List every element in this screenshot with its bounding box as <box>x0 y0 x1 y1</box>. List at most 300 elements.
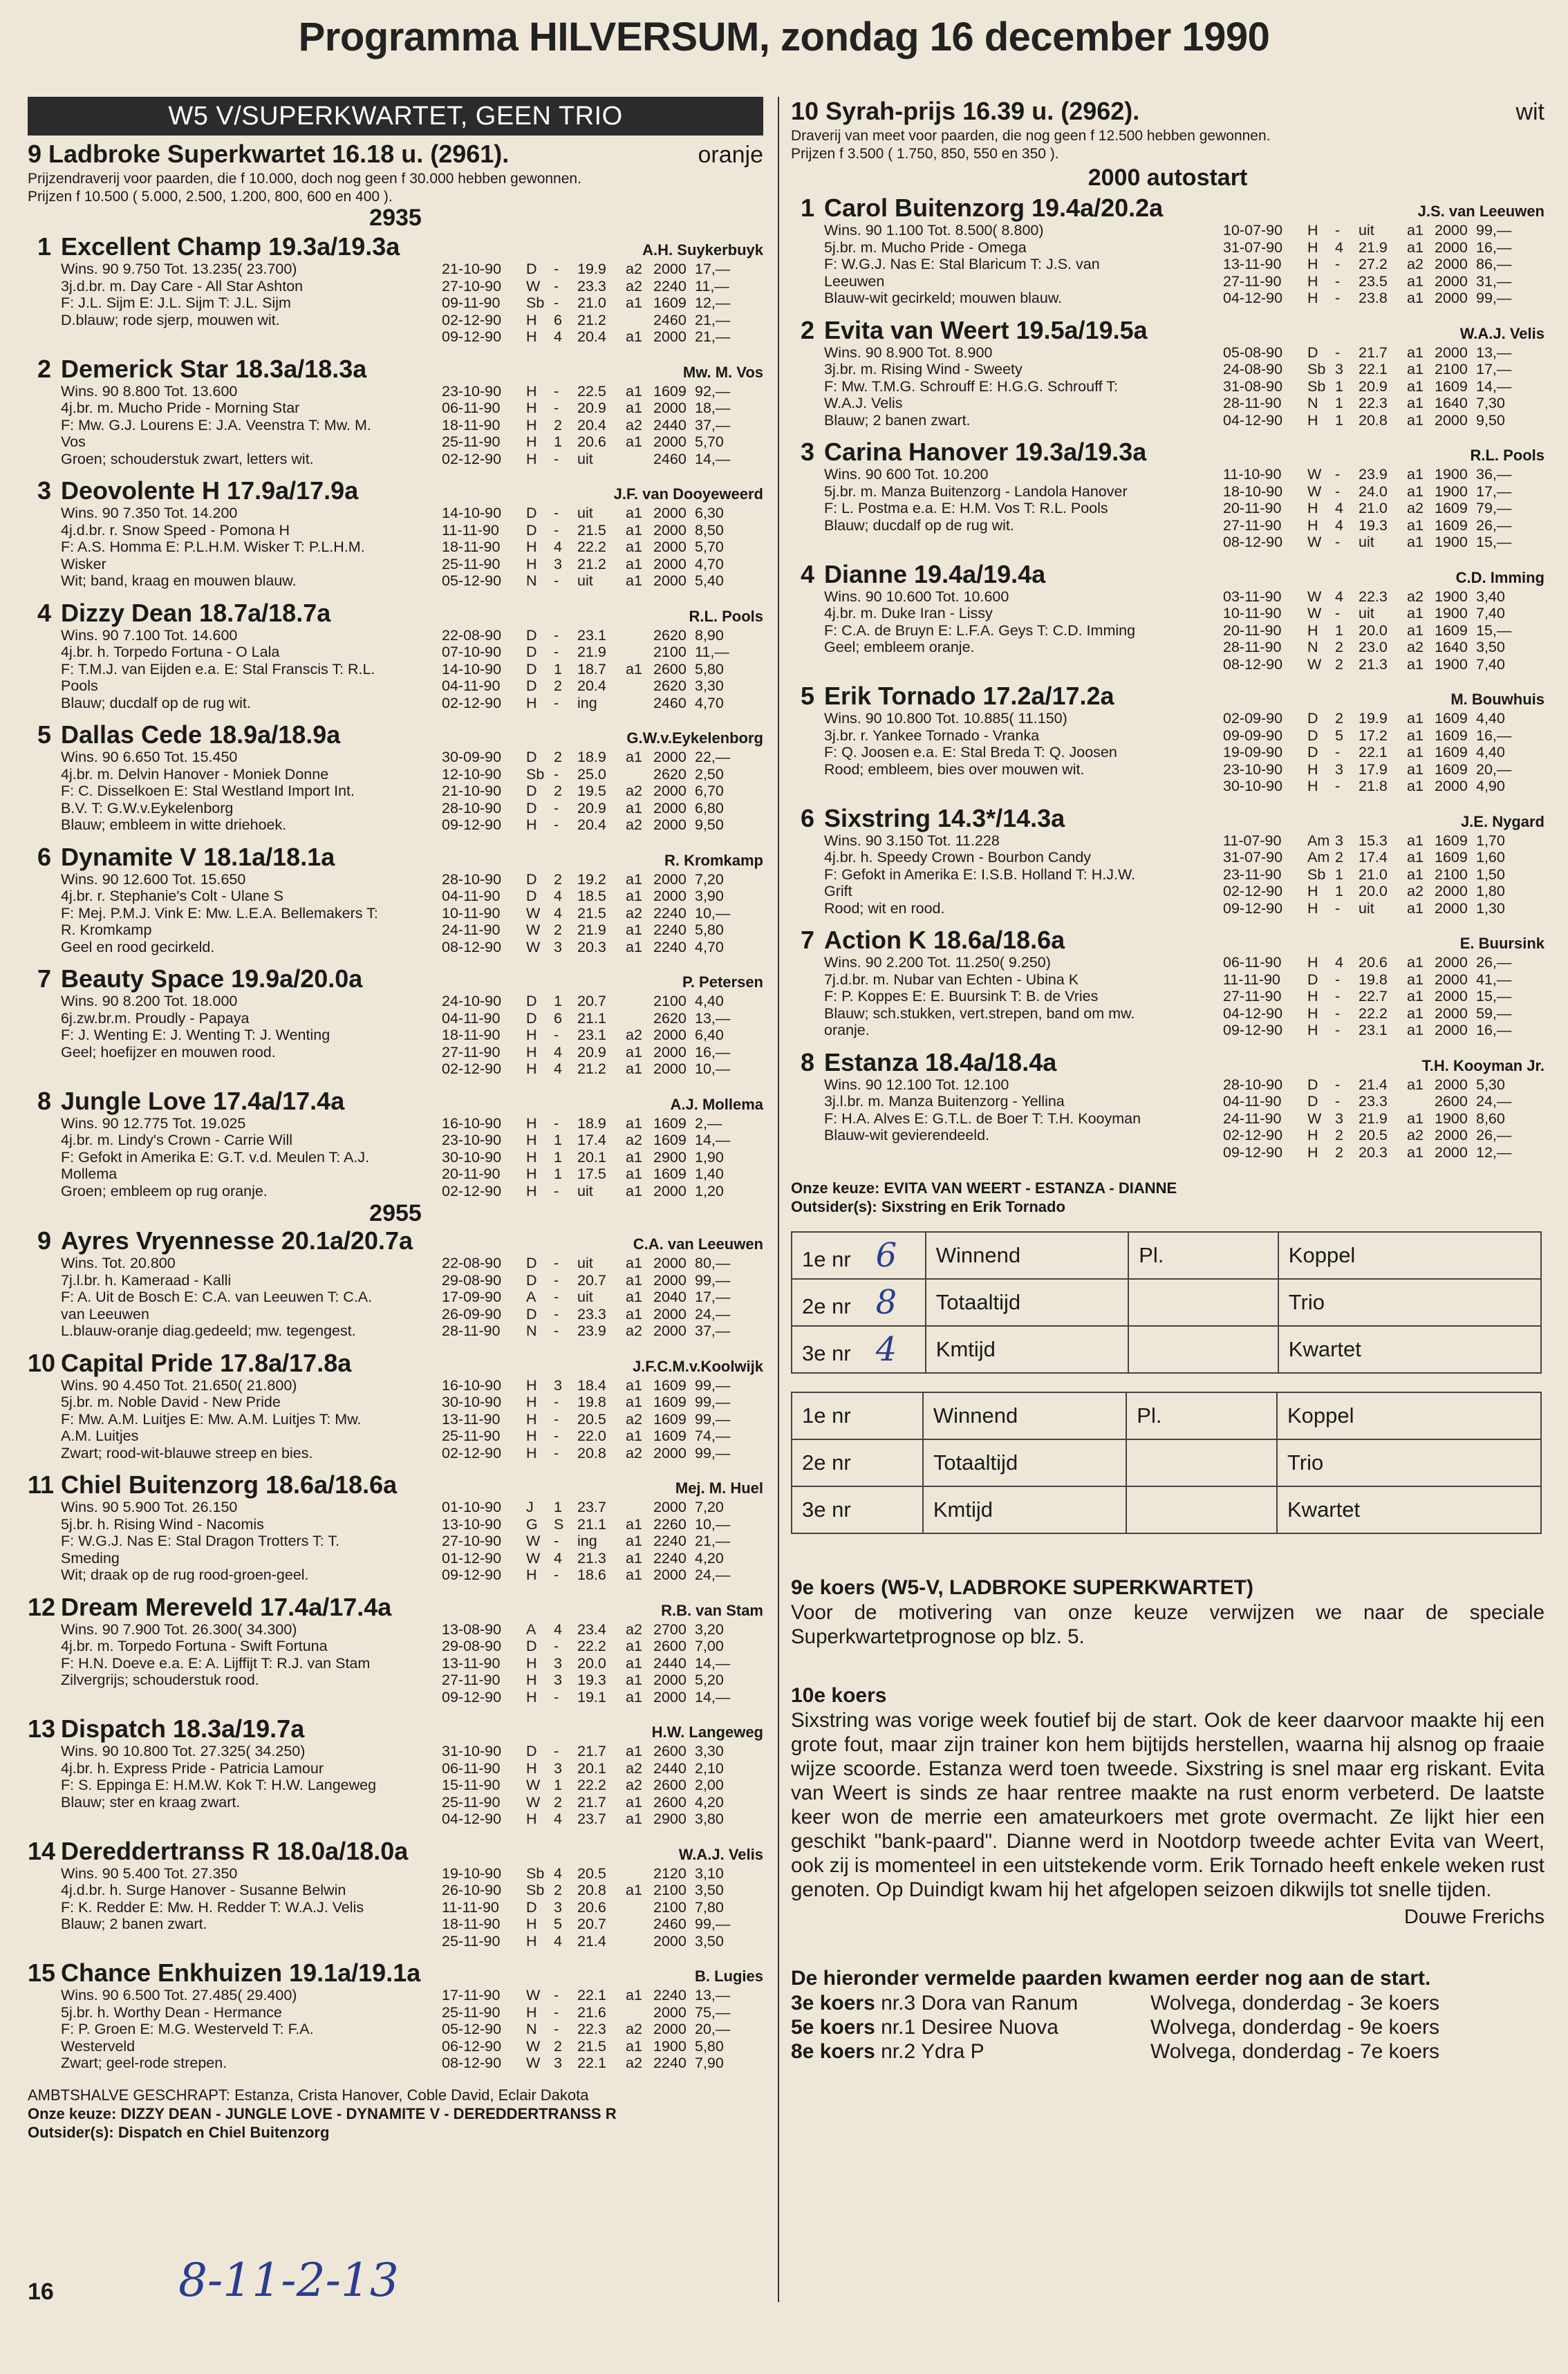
form-cell: - <box>554 1289 559 1305</box>
bet-type[interactable] <box>923 1439 1126 1486</box>
form-cell: - <box>554 1428 559 1444</box>
form-cell: D <box>1307 344 1318 361</box>
horse-trainer: A.H. Suykerbuyk <box>642 241 763 259</box>
horse-title: Deovolente H 17.9a/17.9a <box>61 476 359 505</box>
outsider-label: Outsider(s): <box>791 1198 877 1215</box>
form-row <box>442 505 763 522</box>
form-cell: a1 <box>1407 760 1424 778</box>
earlier-start-horse-name: nr.2 Ydra P <box>881 2040 984 2063</box>
horse-info-line: Groen; embleem op rug oranje. <box>61 1182 268 1199</box>
form-cell: 23.7 <box>577 1499 606 1515</box>
form-cell: 1,30 <box>1476 899 1505 917</box>
form-cell: 13-11-90 <box>442 1654 501 1672</box>
horse-number: 6 <box>37 842 51 871</box>
horse-number: 13 <box>28 1714 56 1743</box>
form-cell: 2240 <box>653 277 687 295</box>
form-cell: Sb <box>526 765 545 783</box>
form-cell: - <box>554 1394 559 1410</box>
bet-combo[interactable] <box>1278 1326 1541 1373</box>
form-cell: H <box>526 433 537 450</box>
form-cell: 1609 <box>1435 500 1468 516</box>
horse-info-line: Wins. 90 10.800 Tot. 10.885( 11.150) <box>824 710 1067 727</box>
horse-title: Demerick Star 18.3a/18.3a <box>61 354 367 383</box>
form-cell: 5,80 <box>695 2037 724 2055</box>
horse-entry <box>28 477 763 590</box>
form-cell: 2240 <box>653 2055 687 2071</box>
form-cell: 22.2 <box>577 1777 606 1793</box>
horse-info-line: F: Mw. A.M. Luitjes E: Mw. A.M. Luitjes T: Mw. <box>61 1410 362 1428</box>
form-row <box>442 1516 763 1533</box>
form-cell: 1609 <box>653 1114 687 1132</box>
form-cell: 20.5 <box>1359 1127 1388 1143</box>
form-cell: 8,60 <box>1476 1110 1505 1127</box>
form-cell: 2600 <box>1435 1093 1468 1110</box>
form-cell: 37,— <box>695 416 731 433</box>
form-cell: 2440 <box>653 1759 687 1777</box>
bet-position[interactable] <box>792 1232 926 1279</box>
form-cell: a1 <box>626 1376 642 1394</box>
form-cell: 99,— <box>695 1410 731 1428</box>
form-cell: 3,50 <box>1476 639 1505 655</box>
horse-info-line: Rood; wit en rood. <box>824 899 945 917</box>
race9-text: Voor de motivering van onze keuze verwijzen we naar de speciale Superkwartetprognose op blz. 5. <box>791 1601 1544 1648</box>
race-prizes: Prijzen f 3.500 ( 1.750, 850, 550 en 350 ). <box>791 146 1059 162</box>
form-cell: 20.6 <box>577 1898 606 1916</box>
bet-type[interactable] <box>926 1279 1128 1326</box>
form-cell: 14-10-90 <box>442 660 502 677</box>
horse-title: Jungle Love 17.4a/17.4a <box>61 1086 345 1115</box>
earlier-start-horse-name: nr.1 Desiree Nuova <box>881 2016 1058 2039</box>
horse-number: 7 <box>37 964 51 993</box>
form-cell: 7,40 <box>1476 605 1505 621</box>
bet-position[interactable] <box>792 1392 923 1439</box>
form-cell: 2000 <box>1435 256 1468 272</box>
form-cell: a1 <box>1407 361 1424 377</box>
form-cell: 17,— <box>1476 361 1512 377</box>
form-cell: 4,70 <box>695 555 724 572</box>
form-cell: 30-10-90 <box>1223 778 1283 794</box>
horse-info <box>791 710 1192 795</box>
horse-info-line: Smeding <box>61 1549 120 1567</box>
horse-info <box>28 1621 429 1706</box>
form-cell: 16-10-90 <box>442 1376 502 1394</box>
form-cell: a2 <box>1407 256 1424 272</box>
horse-info-line: 3j.d.br. m. Day Care - All Star Ashton <box>61 277 304 295</box>
form-cell: 2000 <box>1435 1127 1468 1143</box>
form-cell: 11,— <box>695 644 729 660</box>
form-cell: 4,20 <box>695 1793 724 1811</box>
form-cell: 13,— <box>695 1009 731 1027</box>
form-cell: 1,20 <box>695 1182 724 1199</box>
horse-number: 8 <box>37 1086 51 1115</box>
horse-number: 5 <box>37 720 51 749</box>
form-cell: 5 <box>1335 727 1343 744</box>
form-cell: 31-07-90 <box>1223 849 1283 866</box>
form-cell: 2000 <box>653 521 687 539</box>
race-conditions: Prijzendraverij voor paarden, die f 10.000, doch nog geen f 30.000 hebben gewonnen. <box>28 171 581 187</box>
horse-info-line: F: S. Eppinga E: H.M.W. Kok T: H.W. Langeweg <box>61 1777 377 1793</box>
form-cell: 2000 <box>653 505 687 521</box>
form-cell: a1 <box>626 505 642 521</box>
horse-name <box>791 194 1163 222</box>
form-row <box>442 993 763 1010</box>
form-cell: 4 <box>1335 954 1343 971</box>
horse-form <box>442 1499 763 1584</box>
form-cell: - <box>554 505 559 521</box>
form-cell: 41,— <box>1476 971 1512 988</box>
bet-combo[interactable] <box>1277 1439 1541 1486</box>
bet-combo[interactable] <box>1277 1486 1541 1533</box>
bet-position[interactable] <box>792 1439 923 1486</box>
form-row <box>442 1811 763 1828</box>
form-cell: 2 <box>554 416 562 433</box>
form-cell: uit <box>577 1182 593 1199</box>
form-row <box>1223 534 1544 551</box>
form-cell: 27-11-90 <box>1223 272 1282 290</box>
bet-type[interactable] <box>923 1486 1126 1533</box>
form-cell: - <box>1335 534 1341 550</box>
form-cell: 20.3 <box>577 938 606 955</box>
form-cell: 2000 <box>1435 239 1468 256</box>
horse-info <box>28 749 429 834</box>
form-cell: a2 <box>626 1777 642 1793</box>
horse-info-line: Westerveld <box>61 2037 136 2055</box>
form-cell: 04-12-90 <box>442 1811 502 1827</box>
horse-info-line: 7j.l.br. h. Kameraad - Kalli <box>61 1271 232 1289</box>
earlier-start-row <box>791 1991 1544 2015</box>
form-cell: 18.7 <box>577 660 606 677</box>
form-cell: a1 <box>626 1428 642 1444</box>
form-cell: 23-10-90 <box>442 1132 502 1148</box>
form-row <box>1223 412 1544 429</box>
bet-place[interactable] <box>1128 1232 1278 1279</box>
horse-entry <box>791 438 1544 551</box>
race-prizes: Prijzen f 10.500 ( 5.000, 2.500, 1.200, 800, 600 en 400 ). <box>28 189 393 205</box>
form-cell: 02-09-90 <box>1223 710 1283 727</box>
form-cell: 2440 <box>653 416 687 433</box>
horse-info-line: Blauw; ducdalf op de rug wit. <box>824 516 1014 534</box>
form-cell: a1 <box>1407 710 1424 727</box>
form-cell: 2620 <box>653 626 687 644</box>
form-cell: a2 <box>626 1410 642 1428</box>
form-cell: a1 <box>1407 971 1424 988</box>
form-cell: 92,— <box>695 382 731 400</box>
form-cell: 24.0 <box>1359 483 1388 500</box>
horse-list <box>791 194 1544 1161</box>
form-cell: D <box>526 261 537 277</box>
bet-type[interactable] <box>923 1392 1126 1439</box>
bet-position[interactable] <box>792 1279 926 1326</box>
form-row <box>442 800 763 817</box>
form-cell: a1 <box>626 799 642 816</box>
form-row <box>442 278 763 295</box>
form-cell: W <box>526 922 541 938</box>
form-cell: 20.0 <box>577 1654 606 1672</box>
form-cell: 22-08-90 <box>442 1255 502 1271</box>
form-cell: H <box>526 1932 537 1950</box>
form-cell: 1640 <box>1435 395 1468 411</box>
horse-entry <box>28 1593 763 1706</box>
form-cell: 14,— <box>695 1654 731 1672</box>
form-cell: H <box>1307 954 1318 971</box>
horse-info-line: Wins. 90 9.750 Tot. 13.235( 23.700) <box>61 261 297 277</box>
earlier-starts-title: De hieronder vermelde paarden kwamen eerder nog aan de start. <box>791 1967 1431 1990</box>
horse-info-line: F: C.A. de Bruyn E: L.F.A. Geys T: C.D. Imming <box>824 621 1136 639</box>
form-cell: 1609 <box>1435 849 1468 866</box>
form-cell: a1 <box>1407 832 1424 849</box>
bet-type[interactable] <box>926 1326 1128 1373</box>
horse-info-line: Vos <box>61 433 86 450</box>
form-cell: a1 <box>1407 744 1424 760</box>
form-cell: 3,20 <box>695 1620 724 1638</box>
bet-combo[interactable] <box>1278 1232 1541 1279</box>
form-row <box>1223 832 1544 850</box>
bet-place[interactable] <box>1128 1279 1278 1326</box>
form-cell: 5,30 <box>1476 1076 1505 1093</box>
distance-group: 2955 <box>369 1200 422 1226</box>
form-cell: - <box>1335 1076 1341 1093</box>
form-cell: ing <box>577 694 597 711</box>
horse-info <box>791 1076 1192 1161</box>
form-cell: a1 <box>626 1743 642 1759</box>
form-cell: a1 <box>1407 272 1424 290</box>
form-cell: 31-10-90 <box>442 1743 502 1759</box>
earlier-start-row <box>791 2015 1544 2039</box>
bet-place[interactable] <box>1126 1392 1277 1439</box>
form-cell: 2460 <box>653 311 687 328</box>
race-title: 9 Ladbroke Superkwartet 16.18 u. (2961). <box>28 140 510 168</box>
form-cell: 20,— <box>695 2021 731 2037</box>
form-cell: a1 <box>626 1549 642 1567</box>
form-cell: 1 <box>1335 377 1343 395</box>
horse-info-line: Wisker <box>61 555 106 572</box>
form-cell: 2600 <box>653 1793 687 1811</box>
form-cell: W <box>1307 466 1322 483</box>
horse-title: Beauty Space 19.9a/20.0a <box>61 964 363 993</box>
form-cell: a1 <box>626 2037 642 2055</box>
horse-info <box>28 1743 429 1828</box>
form-row <box>442 1987 763 2004</box>
form-row <box>442 539 763 556</box>
form-cell: 23.1 <box>577 1027 606 1043</box>
bet-type[interactable] <box>926 1232 1128 1279</box>
form-cell: 20.4 <box>577 416 606 433</box>
form-cell: a1 <box>1407 395 1424 411</box>
form-cell: 20.5 <box>577 1410 606 1428</box>
form-cell: a2 <box>626 1322 642 1339</box>
form-cell: 20.9 <box>1359 377 1388 395</box>
bet-position[interactable] <box>792 1486 923 1533</box>
form-cell: 1609 <box>653 1428 687 1444</box>
form-cell: 19-10-90 <box>442 1864 502 1882</box>
horse-entry <box>28 599 763 712</box>
form-cell: a2 <box>626 1759 642 1777</box>
form-cell: 1 <box>1335 866 1343 883</box>
form-cell: a2 <box>626 261 642 277</box>
bet-place[interactable] <box>1128 1326 1278 1373</box>
form-cell: 20.9 <box>577 799 606 816</box>
form-cell: a2 <box>1407 588 1424 605</box>
form-cell: a1 <box>1407 534 1424 550</box>
bet-combo[interactable] <box>1277 1392 1541 1439</box>
form-cell: 17.2 <box>1359 727 1388 744</box>
form-cell: H <box>1307 621 1318 639</box>
form-cell: 16,— <box>695 1043 731 1060</box>
form-cell: a2 <box>626 416 642 433</box>
form-cell: 23.4 <box>577 1620 606 1638</box>
race9-title: 9e koers (W5-V, LADBROKE SUPERKWARTET) <box>791 1576 1253 1599</box>
form-cell: 18-11-90 <box>442 539 501 555</box>
form-cell: - <box>554 765 559 783</box>
form-row <box>442 661 763 678</box>
bet-position-label: 1e nr <box>802 1247 851 1271</box>
form-cell: 04-11-90 <box>442 1009 501 1027</box>
horse-info-line: Wins. 90 8.800 Tot. 13.600 <box>61 382 238 400</box>
form-cell: 27-10-90 <box>442 277 502 295</box>
bet-position[interactable] <box>792 1326 926 1373</box>
form-row <box>1223 639 1544 656</box>
form-row <box>1223 483 1544 501</box>
form-row <box>442 1743 763 1760</box>
form-cell <box>626 1916 653 1933</box>
horse-form <box>442 505 763 590</box>
form-cell: 2000 <box>653 783 687 799</box>
form-row <box>442 1115 763 1132</box>
form-cell: 1609 <box>653 1376 687 1394</box>
form-cell: 1 <box>554 1148 562 1166</box>
form-cell: a1 <box>626 1688 642 1705</box>
horse-trainer: R.L. Pools <box>689 607 763 625</box>
form-cell: 2600 <box>653 1638 687 1654</box>
form-cell: a1 <box>1407 1143 1424 1161</box>
horse-form <box>442 383 763 468</box>
horse-info <box>791 466 1192 551</box>
horse-form <box>1223 954 1544 1039</box>
horse-info <box>28 383 429 468</box>
form-cell: 21.0 <box>1359 866 1388 883</box>
form-cell: 4 <box>554 1811 562 1827</box>
form-cell: 4,20 <box>695 1549 724 1567</box>
form-cell: D <box>526 677 537 694</box>
form-cell: 09-12-90 <box>1223 899 1283 917</box>
form-cell: - <box>554 1987 559 2003</box>
form-cell: W <box>526 1777 541 1793</box>
form-row <box>442 1933 763 1950</box>
form-cell: 1609 <box>1435 832 1468 849</box>
form-cell: a2 <box>626 277 642 295</box>
bet-combo[interactable] <box>1278 1279 1541 1326</box>
form-cell: 24,— <box>695 1567 731 1583</box>
horse-trainer: E. Buursink <box>1459 935 1544 952</box>
form-cell: 10-11-90 <box>1223 605 1282 621</box>
form-cell: A <box>526 1289 536 1305</box>
form-row <box>1223 1144 1544 1161</box>
form-cell: 17.5 <box>577 1166 606 1182</box>
form-cell: 31-07-90 <box>1223 239 1283 256</box>
form-cell: 4,90 <box>1476 778 1505 794</box>
form-cell: 3 <box>1335 1110 1343 1127</box>
bet-place[interactable] <box>1126 1486 1277 1533</box>
form-cell: 2,— <box>695 1114 722 1132</box>
form-cell: D <box>1307 727 1318 744</box>
form-cell: 12,— <box>1476 1143 1512 1161</box>
form-cell: W <box>526 1987 541 2003</box>
form-row <box>1223 1005 1544 1022</box>
form-cell: a1 <box>626 922 642 938</box>
form-cell: 24,— <box>1476 1093 1512 1110</box>
form-cell: 21.3 <box>577 1549 606 1567</box>
form-cell: a1 <box>626 539 642 555</box>
form-cell: 01-10-90 <box>442 1499 502 1515</box>
form-row <box>442 695 763 712</box>
scratched-label: AMBTSHALVE GESCHRAPT: <box>28 2086 230 2104</box>
form-cell: a2 <box>1407 500 1424 516</box>
form-cell: a2 <box>626 1027 642 1043</box>
form-cell: - <box>554 1271 559 1289</box>
form-cell: W <box>526 1549 541 1567</box>
horse-name <box>28 1715 304 1743</box>
form-cell: 20.8 <box>577 1444 606 1461</box>
form-cell: 19.3 <box>1359 516 1388 534</box>
form-cell: a1 <box>1407 899 1424 917</box>
form-cell: 20.0 <box>1359 883 1388 899</box>
form-cell: 19.1 <box>577 1688 606 1705</box>
form-cell: 2000 <box>653 555 687 572</box>
form-cell: 2240 <box>653 1533 687 1549</box>
form-cell: 14,— <box>695 450 731 467</box>
form-cell: 3 <box>1335 832 1343 849</box>
horse-entry <box>28 1715 763 1828</box>
horse-entry <box>28 1227 763 1340</box>
form-cell: 21.9 <box>1359 239 1388 256</box>
form-row <box>442 451 763 468</box>
form-cell: 99,— <box>695 1916 731 1932</box>
race-conditions: Draverij van meet voor paarden, die nog geen f 12.500 hebben gewonnen. <box>791 128 1271 144</box>
horse-title: Dereddertranss R 18.0a/18.0a <box>61 1836 409 1865</box>
form-cell: 6 <box>554 1009 562 1027</box>
form-cell: H <box>526 1654 537 1672</box>
form-cell: 24,— <box>695 1305 731 1322</box>
form-row <box>442 1377 763 1394</box>
form-cell: 28-10-90 <box>442 799 502 816</box>
horse-trainer: J.E. Nygard <box>1460 812 1544 830</box>
form-cell: 3 <box>554 555 562 572</box>
horse-entry <box>28 233 763 346</box>
form-cell: 22.1 <box>577 1987 606 2003</box>
horse-number: 12 <box>28 1592 56 1621</box>
form-row <box>442 433 763 451</box>
form-cell: - <box>554 1410 559 1428</box>
horse-info-line: Zwart; rood-wit-blauwe streep en bies. <box>61 1444 313 1461</box>
keuze-block <box>791 1179 1544 1216</box>
horse-info-line: 4j.d.br. r. Snow Speed - Pomona H <box>61 521 290 539</box>
horse-number: 1 <box>37 232 51 261</box>
form-cell: a1 <box>1407 290 1424 306</box>
horse-info-line: 5j.br. h. Worthy Dean - Hermance <box>61 2003 282 2021</box>
horse-info <box>28 993 429 1078</box>
form-cell: 3,80 <box>695 1811 724 1827</box>
form-cell: Am <box>1307 832 1330 849</box>
form-cell: 13-10-90 <box>442 1515 502 1533</box>
bet-place[interactable] <box>1126 1439 1277 1486</box>
horse-info-line: F: Q. Joosen e.a. E: Stal Breda T: Q. Joosen <box>824 744 1117 760</box>
form-cell: 1900 <box>1435 655 1468 673</box>
form-cell: 7,20 <box>695 1499 724 1515</box>
horse-info-line: 3j.br. r. Yankee Tornado - Vranka <box>824 727 1040 744</box>
form-cell: H <box>526 1027 537 1043</box>
form-cell: 2000 <box>1435 1143 1468 1161</box>
form-row <box>442 1499 763 1516</box>
